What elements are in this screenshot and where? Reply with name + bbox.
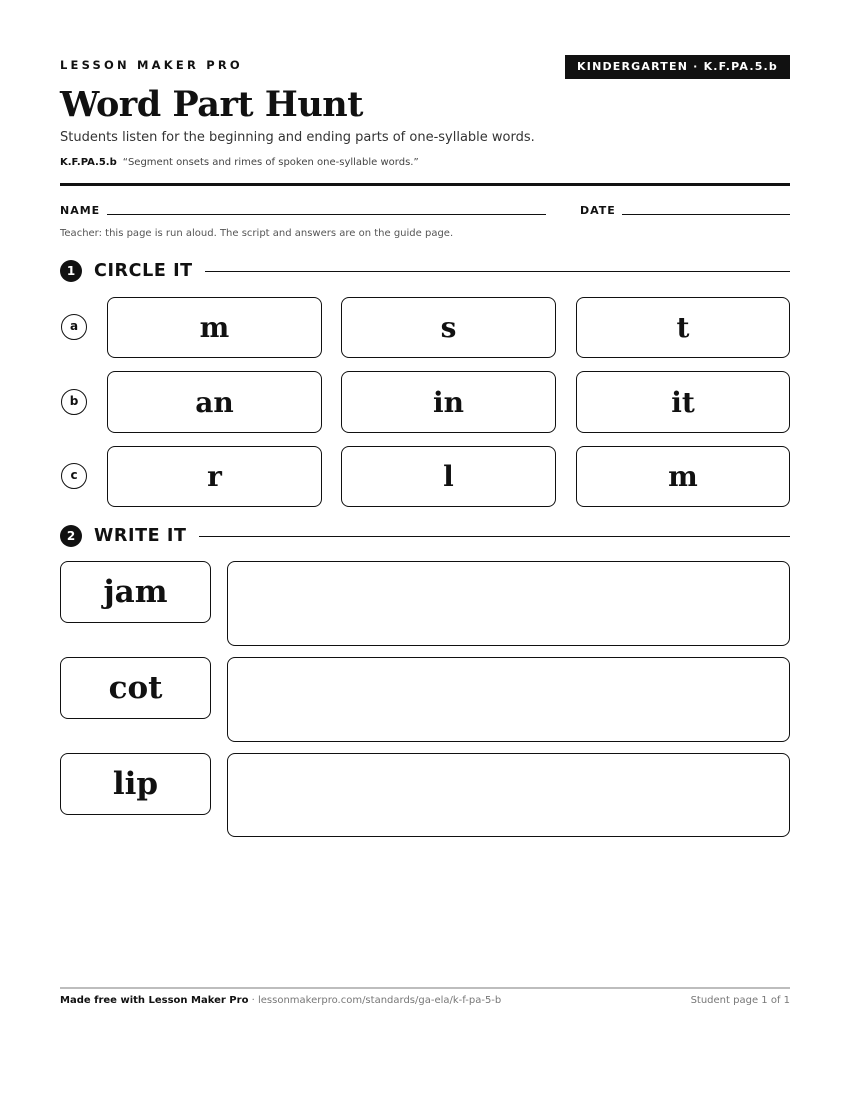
footer-page-number: Student page 1 of 1 — [690, 995, 790, 1006]
section-title: WRITE IT — [94, 526, 187, 546]
write-answer-box[interactable] — [227, 561, 790, 646]
write-answer-box[interactable] — [227, 753, 790, 837]
section-number-badge: 1 — [60, 260, 82, 282]
section-rule — [199, 536, 790, 537]
row-letter-c: c — [61, 463, 87, 489]
footer-made-with: Made free with Lesson Maker Pro — [60, 995, 249, 1006]
name-label: NAME — [60, 204, 101, 217]
choice-card[interactable]: r — [107, 446, 322, 507]
date-field[interactable] — [622, 214, 790, 215]
choice-card[interactable]: s — [341, 297, 556, 358]
teacher-note: Teacher: this page is run aloud. The script and answers are on the guide page. — [60, 228, 454, 239]
standard-text: “Segment onsets and rimes of spoken one-syllable words.” — [122, 157, 419, 168]
standard-code: K.F.PA.5.b — [60, 157, 117, 168]
choice-card[interactable]: m — [107, 297, 322, 358]
write-answer-box[interactable] — [227, 657, 790, 742]
section-rule — [205, 271, 790, 272]
prompt-word-card: jam — [60, 561, 211, 623]
section-write-it-header — [60, 524, 790, 548]
choice-card[interactable]: an — [107, 371, 322, 433]
header-divider — [60, 183, 790, 186]
choice-card[interactable]: m — [576, 446, 790, 507]
row-letter-b: b — [61, 389, 87, 415]
footer-divider — [60, 987, 790, 989]
section-number-badge: 2 — [60, 525, 82, 547]
section-title: CIRCLE IT — [94, 261, 193, 281]
row-letter-a: a — [61, 314, 87, 340]
brand-name: LESSON MAKER PRO — [60, 58, 243, 72]
worksheet-subtitle: Students listen for the beginning and ending parts of one-syllable words. — [60, 130, 535, 145]
footer-url: · lessonmakerpro.com/standards/ga-ela/k-f-pa-5-b — [248, 995, 502, 1006]
prompt-word-card: lip — [60, 753, 211, 815]
choice-card[interactable]: l — [341, 446, 556, 507]
footer-credit — [60, 995, 501, 1006]
grade-standard-badge: KINDERGARTEN · K.F.PA.5.b — [565, 55, 790, 79]
standard-line — [60, 157, 419, 168]
section-circle-it-header — [60, 259, 790, 283]
choice-card[interactable]: in — [341, 371, 556, 433]
choice-card[interactable]: it — [576, 371, 790, 433]
worksheet-title: Word Part Hunt — [60, 84, 363, 125]
choice-card[interactable]: t — [576, 297, 790, 358]
date-label: DATE — [580, 204, 616, 217]
prompt-word-card: cot — [60, 657, 211, 719]
name-field[interactable] — [107, 214, 546, 215]
